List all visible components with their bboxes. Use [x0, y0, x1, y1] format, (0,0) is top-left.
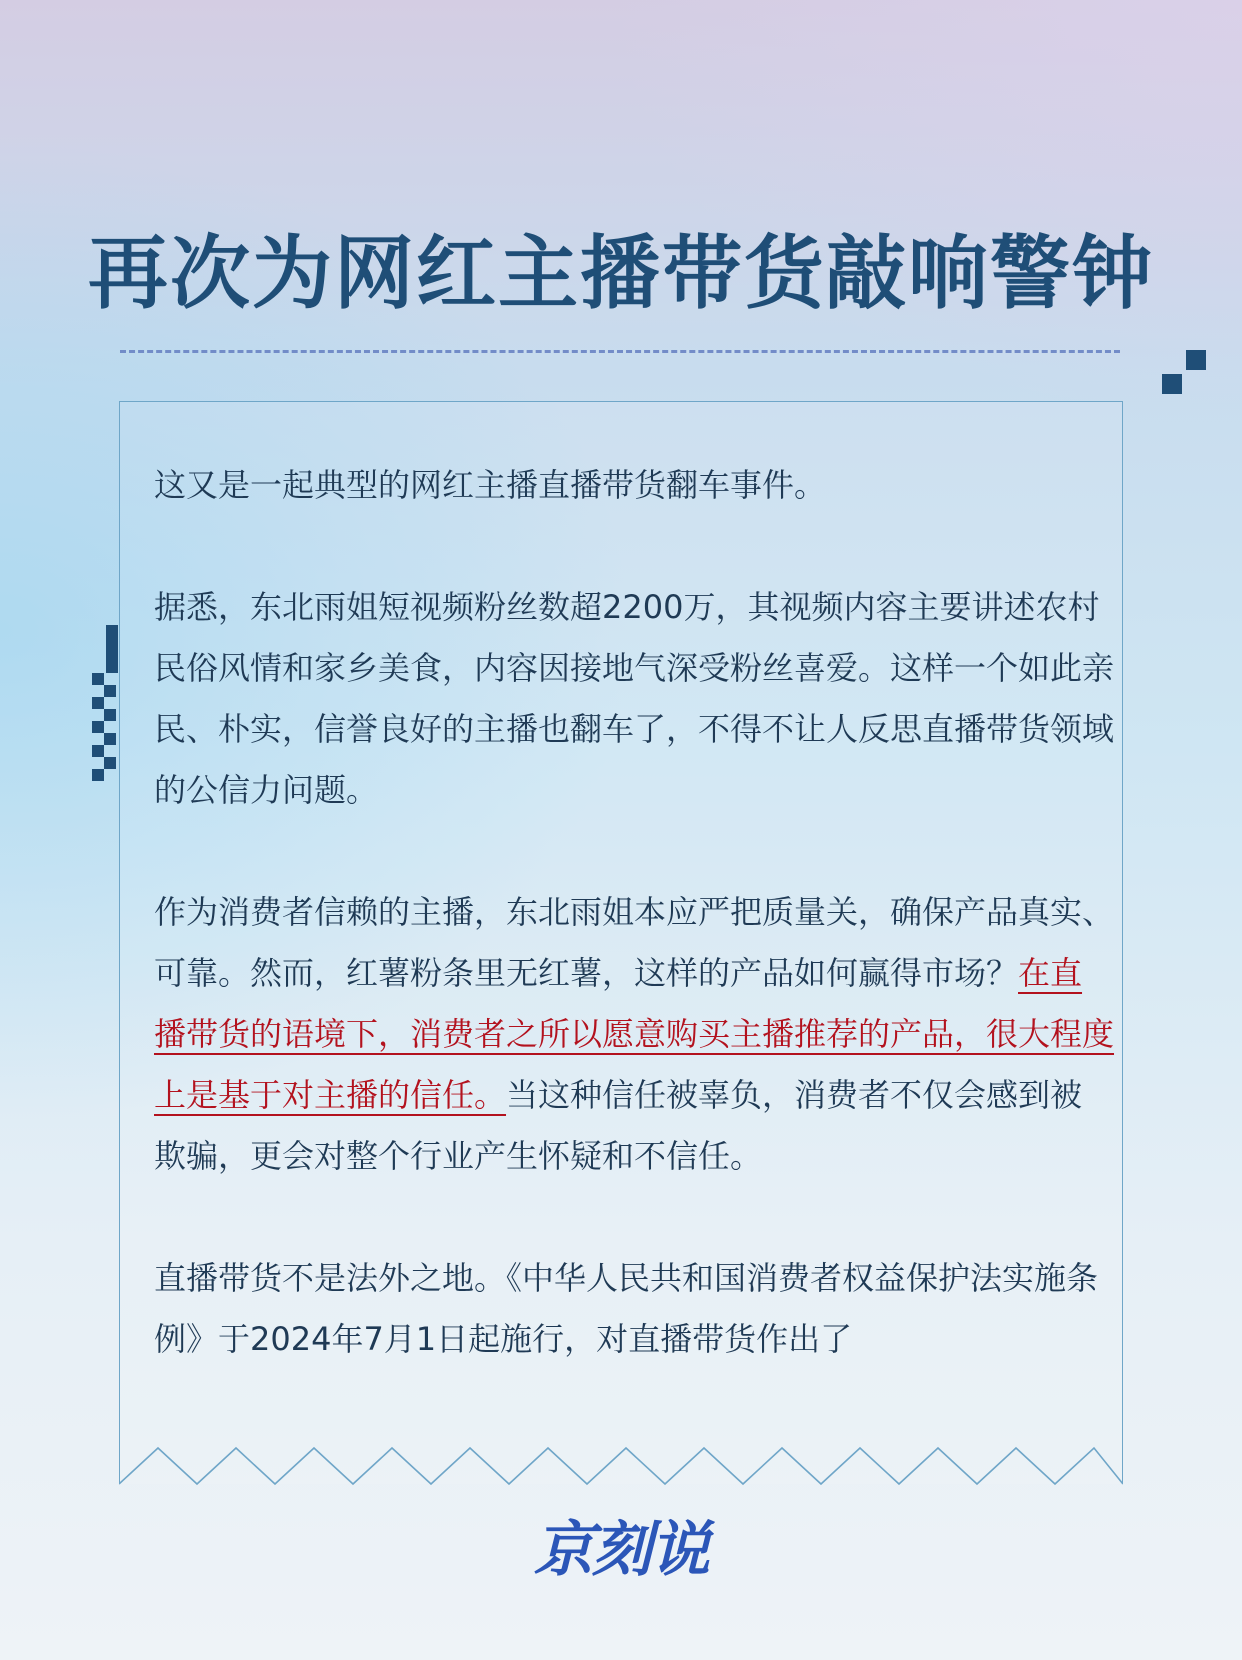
- brand-logo: 京刻说: [534, 1515, 708, 1585]
- paragraph-1: 这又是一起典型的网红主播直播带货翻车事件。: [154, 466, 827, 504]
- paragraph-3-intro: 作为消费者信赖的主播，东北雨姐本应严把质量关，确保产品真实、可靠。然而，红薯粉条里无红薯，这样的产品如何赢得市场？: [154, 893, 1115, 992]
- paragraph-3-outro: 当这种信任被辜负，消费者不仅会感到被欺骗，更会对整个行业产生怀疑和不信任。: [154, 1076, 1083, 1175]
- page-title: 再次为网红主播带货敲响警钟: [88, 226, 1154, 320]
- pixel-decoration-right: [1162, 350, 1208, 396]
- title-divider: [120, 350, 1120, 353]
- pixel-decoration-left: [92, 625, 122, 795]
- article-body: [154, 455, 1114, 1370]
- paragraph-4: 直播带货不是法外之地。《中华人民共和国消费者权益保护法实施条例》于2024年7月1日起施行，对直播带货作出了: [154, 1259, 1099, 1358]
- highlighted-sentence: 在直播带货的语境下，消费者之所以愿意购买主播推荐的产品，很大程度上是基于对主播的信任。: [154, 954, 1115, 1114]
- zigzag-border: [119, 1444, 1123, 1488]
- paragraph-2: 据悉，东北雨姐短视频粉丝数超2200万，其视频内容主要讲述农村民俗风情和家乡美食，内容因接地气深受粉丝喜爱。这样一个如此亲民、朴实，信誉良好的主播也翻车了，不得不让人反思直播带货领域的公信力问题。: [154, 588, 1115, 809]
- paragraph-3: [154, 882, 1114, 1187]
